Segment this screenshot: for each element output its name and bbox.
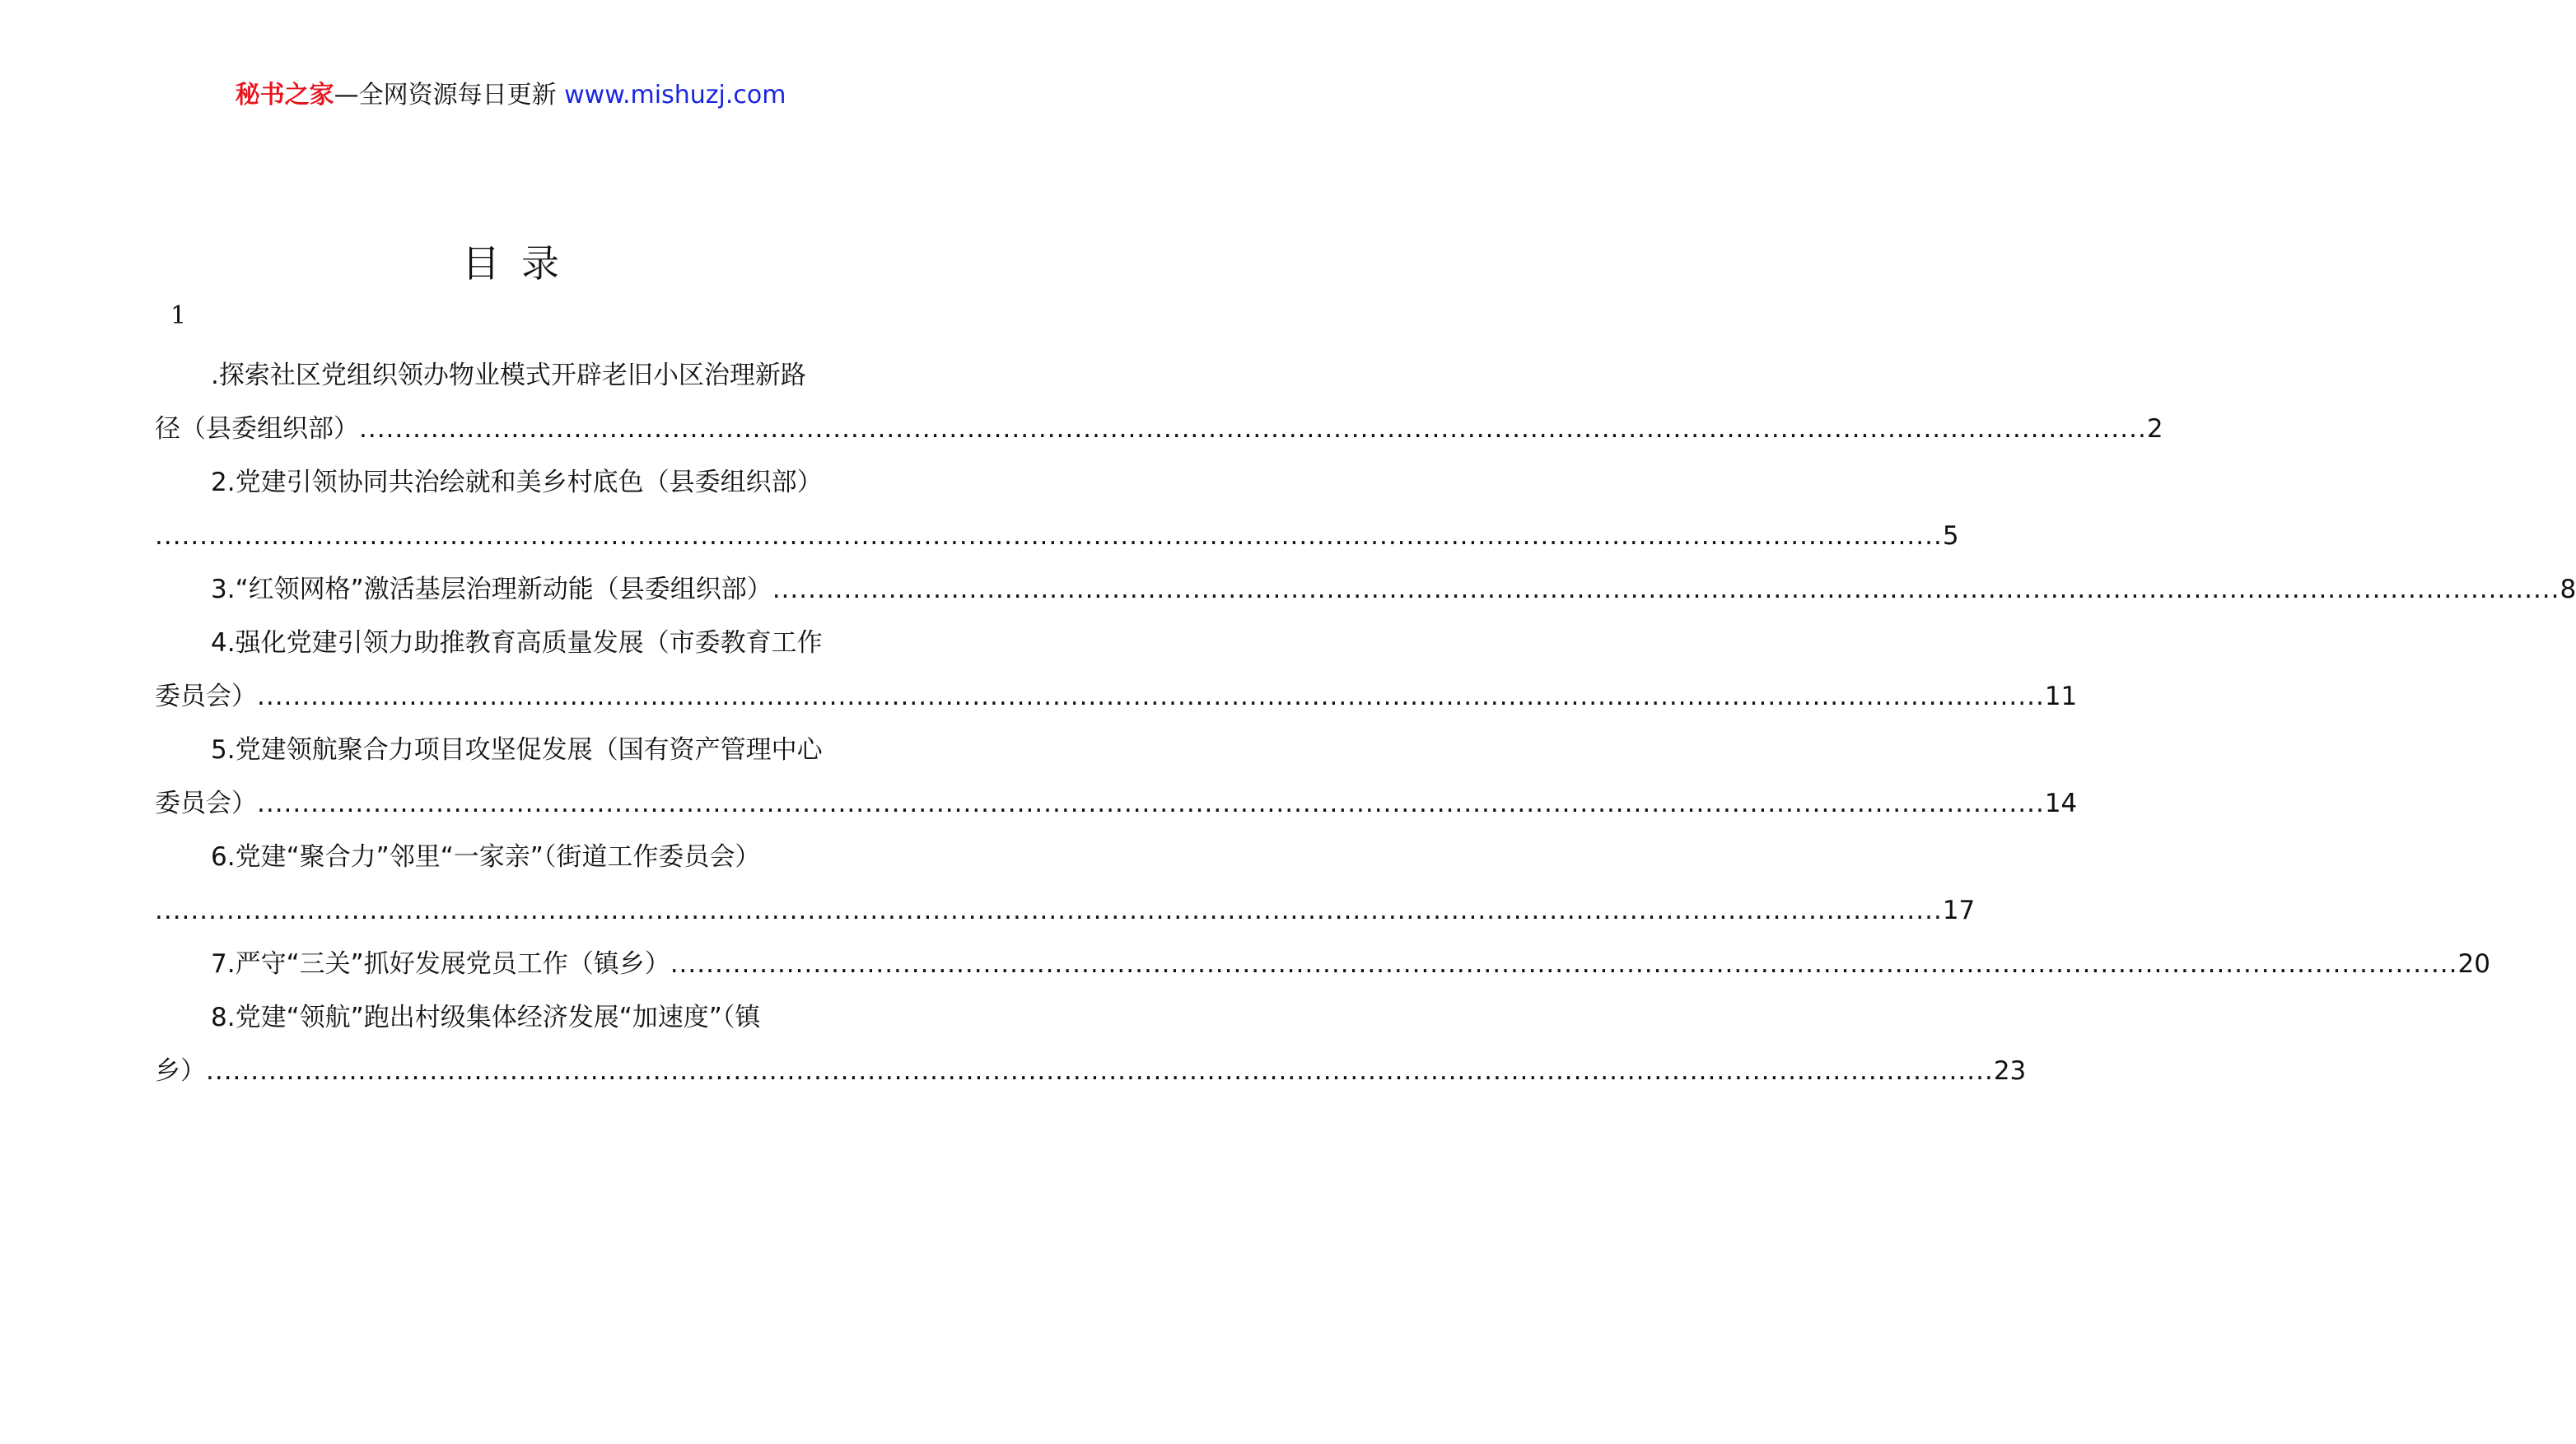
toc-entry-line: [155, 724, 869, 777]
toc-entry[interactable]: [155, 831, 1976, 938]
toc-leader-dots: ........................................................................................................................................................................................................: [155, 896, 1943, 925]
slogan: —全网资源每日更新: [334, 81, 557, 109]
toc-entry-text: 委员会）: [155, 789, 257, 818]
site-url-link[interactable]: www.mishuzj.com: [564, 81, 786, 109]
toc-entry[interactable]: [155, 724, 2078, 831]
toc-entry-line: [155, 991, 869, 1045]
toc-entry-text: 8.党建“领航”跑出村级集体经济发展“加速度”（镇: [211, 1003, 761, 1032]
toc-entry-line: [155, 777, 2078, 831]
toc-entry[interactable]: [155, 938, 2490, 991]
toc-leader-dots: ........................................................................................................................................................................................................: [772, 575, 2560, 604]
toc-entry-line: [155, 456, 869, 510]
toc-page-number: 23: [1993, 1056, 2027, 1086]
toc-leader-dots: ........................................................................................................................................................................................................: [359, 414, 2147, 444]
toc-leader-dots: ........................................................................................................................................................................................................: [670, 949, 2458, 979]
toc-entry-line: [155, 670, 2078, 724]
toc-leader-dots: ........................................................................................................................................................................................................: [155, 521, 1943, 551]
toc-entry-text: 径（县委组织部）: [155, 414, 359, 444]
toc-entry[interactable]: [155, 456, 1959, 563]
toc-entry-text: 6.党建“聚合力”邻里“一家亲”（街道工作委员会）: [211, 842, 761, 872]
page-title: 目录: [462, 241, 581, 286]
brand-name: 秘书之家: [235, 81, 334, 109]
stray-number: 1: [170, 301, 187, 330]
toc-entry-text: 3.“红领网格”激活基层治理新动能（县委组织部）: [211, 575, 772, 604]
toc-entry-text: .探索社区党组织领办物业模式开辟老旧小区治理新路: [211, 361, 806, 390]
toc-entry-line: [155, 563, 2576, 617]
toc-entry[interactable]: [155, 563, 2576, 617]
toc-entry-line: [155, 403, 2163, 456]
toc-entry-text: 5.党建领航聚合力项目攻坚促发展（国有资产管理中心: [211, 735, 823, 765]
toc-entry-text: 7.严守“三关”抓好发展党员工作（镇乡）: [211, 949, 670, 979]
toc-entry-text: 委员会）: [155, 682, 257, 711]
toc-page-number: 20: [2457, 949, 2490, 979]
toc-entry-text: 乡）: [155, 1056, 206, 1086]
toc-entry-line: [155, 349, 869, 403]
toc-page-number: 5: [1942, 521, 1959, 551]
toc-entry-line: [155, 831, 869, 884]
toc-entry[interactable]: [155, 617, 2078, 724]
toc-leader-dots: ........................................................................................................................................................................................................: [257, 789, 2045, 818]
toc-entry-line: [155, 938, 2490, 991]
toc-entry-line: [155, 884, 1976, 938]
toc-entry-line: [155, 1045, 2027, 1098]
toc-leader-dots: ........................................................................................................................................................................................................: [206, 1056, 1994, 1086]
toc-page-number: 8: [2560, 575, 2576, 604]
toc-page-number: 14: [2044, 789, 2078, 818]
table-of-contents: [155, 349, 2576, 1098]
toc-page-number: 11: [2044, 682, 2078, 711]
toc-entry-text: 4.强化党建引领力助推教育高质量发展（市委教育工作: [211, 628, 823, 658]
toc-page-number: 2: [2146, 414, 2163, 444]
site-header: [0, 79, 1021, 112]
toc-leader-dots: ........................................................................................................................................................................................................: [257, 682, 2045, 711]
toc-entry[interactable]: [155, 991, 2027, 1098]
toc-entry-text: 2.党建引领协同共治绘就和美乡村底色（县委组织部）: [211, 468, 823, 497]
toc-entry-line: [155, 617, 869, 670]
toc-entry[interactable]: [155, 349, 2163, 456]
toc-page-number: 17: [1942, 896, 1976, 925]
toc-entry-line: [155, 510, 1959, 563]
